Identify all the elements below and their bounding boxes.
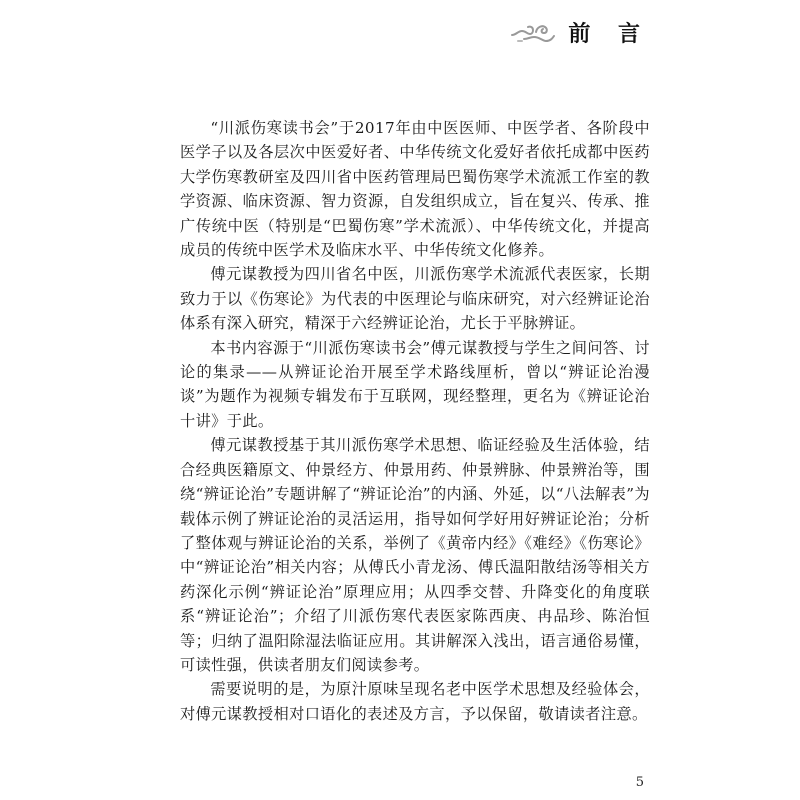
paragraph: 傅元谋教授为四川省名中医，川派伤寒学术流派代表医家，长期致力于以《伤寒论》为代表的中医理论与临床研究，对六经辨证论治体系有深入研究，精深于六经辨证论治，尤长于平脉辨证。 — [180, 265, 650, 333]
section-title: 前 言 — [568, 20, 650, 47]
cloud-scroll-icon — [510, 19, 558, 45]
paragraph: 傅元谋教授基于其川派伤寒学术思想、临证经验及生活体验，结合经典医籍原文、仲景经方、仲景用药、仲景辨脉、仲景辨治等，围绕“辨证论治”专题讲解了“辨证论治”的内涵、外延，以“八法解表”为载体示例了辨证论治的灵活运用，指导如何学好用好辨证论治；分析了整体观与辨证论治的关系，举例了《黄帝内经》《难经》《伤寒论》中“辨证论治”相关内容；从傅氏小青龙汤、傅氏温阳散结汤等相关方药深化示例“辨证论治”原理应用；从四季交替、升降变化的角度联系“辨证论治”；介绍了川派伤寒代表医家陈西庚、冉品珍、陈治恒等；归纳了温阳除湿法临证应用。其讲解深入浅出，语言通俗易懂，可读性强，供读者朋友们阅读参考。 — [180, 436, 650, 674]
page-header — [510, 14, 650, 50]
paragraph: “川派伤寒读书会”于2017年由中医医师、中医学者、各阶段中医学子以及各层次中医爱好者、中华传统文化爱好者依托成都中医药大学伤寒教研室及四川省中医药管理局巴蜀伤寒学术流派工作室的教学资源、临床资源、智力资源，自发组织成立，旨在复兴、传承、推广传统中医（特别是“巴蜀伤寒”学术流派）、中华传统文化，并提高成员的传统中医学术及临床水平、中华传统文化修养。 — [180, 119, 650, 260]
preface-body — [180, 116, 650, 726]
page-number: 5 — [635, 775, 644, 790]
paragraph: 本书内容源于“川派伤寒读书会”傅元谋教授与学生之间问答、讨论的集录——从辨证论治开展至学术路线厘析，曾以“辨证论治漫谈”为题作为视频专辑发布于互联网，现经整理，更名为《辨证论治十讲》于此。 — [180, 338, 650, 430]
paragraph: 需要说明的是，为原汁原味呈现名老中医学术思想及经验体会，对傅元谋教授相对口语化的表述及方言，予以保留，敬请读者注意。 — [180, 680, 650, 723]
